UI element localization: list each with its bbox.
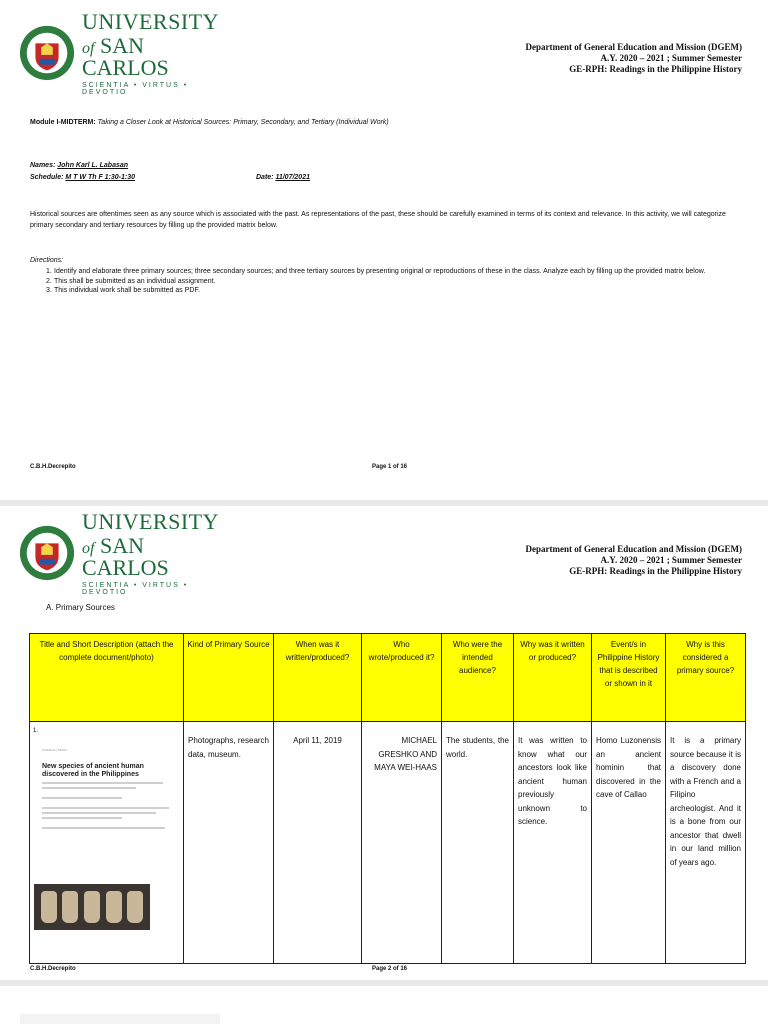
university-seal-icon	[18, 24, 76, 82]
names-field: Names: John Karl L. Labasan	[30, 162, 129, 169]
logo-wordmark-line1: UNIVERSITY	[82, 508, 219, 534]
table-row	[30, 722, 746, 964]
column-header: Who were the intended audience?	[442, 634, 514, 722]
list-item: 2. This shall be submitted as an individual assignment.	[46, 277, 216, 285]
document-page-1	[0, 0, 768, 500]
department-header	[526, 544, 743, 577]
footer-author: C.B.H.Decrepito	[30, 464, 76, 470]
university-logo	[18, 8, 223, 96]
audience-cell: The students, the world.	[442, 722, 514, 964]
primary-sources-table	[29, 633, 746, 964]
article-headline: New species of ancient human discovered in the Philippines	[42, 762, 144, 778]
column-header: Event/s in Philippine History that is described or shown in it	[592, 634, 666, 722]
event-cell: Homo Luzonensis an ancient hominin that discovered in the cave of Callao	[592, 722, 666, 964]
footer-author: C.B.H.Decrepito	[30, 966, 76, 972]
department-header	[526, 42, 743, 75]
row-number: 1.	[33, 728, 39, 734]
column-header: Title and Short Description (attach the complete document/photo)	[30, 634, 184, 722]
when-cell: April 11, 2019	[274, 722, 362, 964]
kind-cell: Photographs, research data, museum.	[184, 722, 274, 964]
column-header: Kind of Primary Source	[184, 634, 274, 722]
footer-page-number: Page 1 of 16	[372, 464, 408, 470]
footer-page-number: Page 2 of 16	[372, 966, 408, 972]
logo-wordmark-line1: UNIVERSITY	[82, 8, 219, 34]
directions-heading: Directions:	[30, 257, 64, 264]
fossil-bones-photo	[34, 884, 150, 930]
course-title: GE-RPH: Readings in the Philippine History	[569, 566, 742, 576]
logo-wordmark-line2: of SAN CARLOS	[82, 532, 169, 580]
schedule-field: Schedule: M T W Th F 1:30-1:30	[30, 174, 136, 181]
module-title: Module I-MIDTERM: Taking a Closer Look at Historical Sources: Primary, Secondary, and Tertiary (Individual Work)	[30, 119, 389, 126]
list-item: 3. This individual work shall be submitted as PDF.	[46, 287, 200, 294]
source-title-cell	[30, 722, 184, 964]
table-header-row	[30, 634, 746, 722]
academic-year: A.Y. 2020 – 2021 ; Summer Semester	[600, 53, 742, 63]
logo-motto: SCIENTIA • VIRTUS • DEVOTIO	[82, 581, 189, 596]
logo-wordmark-line2: of SAN CARLOS	[82, 32, 169, 80]
course-title: GE-RPH: Readings in the Philippine History	[569, 64, 742, 74]
logo-motto: SCIENTIA • VIRTUS • DEVOTIO	[82, 81, 189, 96]
column-header: When was it written/produced?	[274, 634, 362, 722]
university-logo	[18, 508, 223, 596]
academic-year: A.Y. 2020 – 2021 ; Summer Semester	[600, 555, 742, 565]
column-header: Why is this considered a primary source?	[666, 634, 746, 722]
university-seal-icon	[18, 524, 76, 582]
department-name: Department of General Education and Mission (DGEM)	[525, 42, 742, 52]
article-section-label: SCIENCE | NEWS	[42, 748, 67, 752]
document-page-3-edge	[0, 986, 768, 1024]
list-item: 1. Identify and elaborate three primary sources; three secondary sources; and three tertiary sources by presenting original or reproductions of these in the class. Analyze each by filling up the provided matrix below.	[46, 268, 706, 275]
article-screenshot	[34, 736, 182, 932]
why-cell: It was written to know what our ancestors look like ancient human previously unknown to science.	[514, 722, 592, 964]
intro-paragraph: Historical sources are oftentimes seen as any source which is associated with the past. As representations of the past, these should be carefully examined in terms of its context and relevance. In this activity, we will categorize primary secondary and tertiary resources by filling up the provided matrix below.	[30, 211, 726, 229]
date-field: Date: 11/07/2021	[256, 174, 310, 181]
reason-cell: It is a primary source because it is a discovery done with a French and a Filipino archeologist. And it is a bone from our ancestor that dwell in our land million of years ago.	[666, 722, 746, 964]
directions-list	[46, 267, 746, 296]
department-name: Department of General Education and Mission (DGEM)	[525, 544, 742, 554]
who-cell: MICHAEL GRESHKO AND MAYA WEI-HAAS	[362, 722, 442, 964]
column-header: Who wrote/produced it?	[362, 634, 442, 722]
column-header: Why was it written or produced?	[514, 634, 592, 722]
section-heading: A. Primary Sources	[46, 603, 115, 612]
